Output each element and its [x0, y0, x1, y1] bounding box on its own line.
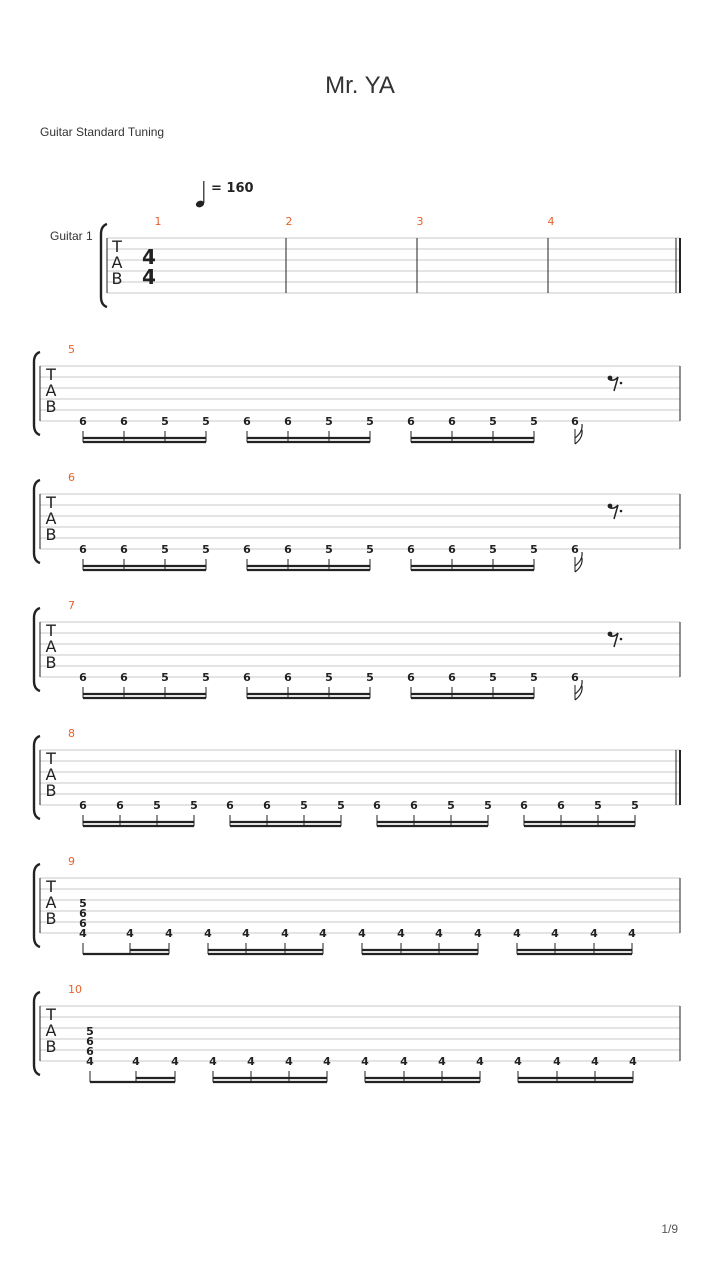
fret-number: 6 — [243, 415, 251, 428]
tab-clef-letter: B — [111, 269, 123, 288]
tab-clef-letter: T — [46, 749, 56, 768]
fret-number: 5 — [530, 543, 538, 556]
fret-number: 5 — [79, 897, 87, 910]
fret-number: 4 — [590, 927, 598, 940]
fret-number: 5 — [300, 799, 308, 812]
fret-number: 4 — [126, 927, 134, 940]
tab-clef-letter: A — [45, 381, 57, 400]
fret-number: 6 — [79, 415, 87, 428]
song-title: Mr. YA — [325, 72, 395, 99]
time-signature-numerator: 4 — [142, 245, 156, 269]
fret-number: 5 — [489, 543, 497, 556]
fret-number: 5 — [484, 799, 492, 812]
fret-number: 4 — [514, 1055, 522, 1068]
fret-number: 6 — [120, 543, 128, 556]
fret-number: 5 — [161, 671, 169, 684]
fret-number: 5 — [325, 415, 333, 428]
tab-system — [34, 599, 680, 700]
tab-clef-letter: B — [45, 1037, 57, 1056]
system-bracket — [34, 864, 40, 947]
eighth-rest-icon — [608, 632, 623, 647]
fret-number: 4 — [204, 927, 212, 940]
rest-dot — [620, 510, 623, 513]
fret-number: 4 — [165, 927, 173, 940]
fret-number: 5 — [594, 799, 602, 812]
fret-number: 4 — [79, 927, 87, 940]
fret-number: 5 — [447, 799, 455, 812]
measure-number: 7 — [68, 599, 75, 612]
fret-number: 5 — [202, 543, 210, 556]
fret-number: 4 — [361, 1055, 369, 1068]
measure-number: 8 — [68, 727, 75, 740]
fret-number: 5 — [366, 543, 374, 556]
system-bracket — [34, 992, 40, 1075]
fret-number: 5 — [153, 799, 161, 812]
fret-number: 6 — [407, 415, 415, 428]
tab-system — [34, 983, 680, 1082]
tab-clef-letter: T — [112, 237, 122, 256]
fret-number: 4 — [247, 1055, 255, 1068]
tab-clef-letter: B — [45, 653, 57, 672]
fret-number: 4 — [86, 1055, 94, 1068]
fret-number: 4 — [319, 927, 327, 940]
fret-number: 5 — [325, 671, 333, 684]
fret-number: 4 — [476, 1055, 484, 1068]
fret-number: 5 — [202, 415, 210, 428]
fret-number: 6 — [284, 543, 292, 556]
tab-clef-letter: A — [45, 893, 57, 912]
tab-clef-letter: A — [45, 765, 57, 784]
tab-system — [34, 727, 680, 826]
tab-clef-letter: B — [45, 781, 57, 800]
fret-number: 4 — [281, 927, 289, 940]
tab-system — [101, 215, 680, 307]
tab-clef-letter: T — [46, 493, 56, 512]
fret-number: 4 — [513, 927, 521, 940]
fret-number: 5 — [366, 415, 374, 428]
system-bracket — [34, 608, 40, 691]
fret-number: 5 — [161, 543, 169, 556]
fret-number: 5 — [190, 799, 198, 812]
fret-number: 5 — [489, 415, 497, 428]
fret-number: 4 — [132, 1055, 140, 1068]
fret-number: 5 — [530, 415, 538, 428]
fret-number: 6 — [120, 671, 128, 684]
measure-number: 3 — [416, 215, 424, 228]
fret-number: 4 — [438, 1055, 446, 1068]
tab-clef-letter: B — [45, 909, 57, 928]
page-number: 1/9 — [661, 1222, 678, 1236]
fret-number: 4 — [435, 927, 443, 940]
fret-number: 4 — [553, 1055, 561, 1068]
fret-number: 6 — [243, 671, 251, 684]
fret-number: 4 — [323, 1055, 331, 1068]
fret-number: 5 — [366, 671, 374, 684]
system-bracket — [34, 480, 40, 563]
fret-number: 6 — [120, 415, 128, 428]
eighth-rest-icon — [608, 504, 623, 519]
system-bracket — [34, 352, 40, 435]
tab-clef-letter: A — [45, 1021, 57, 1040]
fret-number: 6 — [448, 543, 456, 556]
fret-number: 4 — [629, 1055, 637, 1068]
fret-number: 6 — [116, 799, 124, 812]
tuning-label: Guitar Standard Tuning — [40, 125, 165, 139]
fret-number: 4 — [397, 927, 405, 940]
fret-number: 6 — [373, 799, 381, 812]
fret-number: 6 — [571, 671, 579, 684]
rest-dot — [620, 638, 623, 641]
fret-number: 6 — [284, 671, 292, 684]
fret-number: 6 — [448, 671, 456, 684]
fret-number: 5 — [202, 671, 210, 684]
fret-number: 5 — [489, 671, 497, 684]
fret-number: 4 — [171, 1055, 179, 1068]
tab-clef-letter: A — [45, 509, 57, 528]
fret-number: 6 — [86, 1045, 94, 1058]
fret-number: 4 — [591, 1055, 599, 1068]
tab-system — [34, 343, 680, 444]
fret-number: 6 — [79, 799, 87, 812]
fret-number: 6 — [79, 543, 87, 556]
fret-number: 6 — [226, 799, 234, 812]
tab-clef-letter: B — [45, 525, 57, 544]
tab-clef-letter: T — [46, 877, 56, 896]
fret-number: 6 — [263, 799, 271, 812]
fret-number: 6 — [243, 543, 251, 556]
measure-number: 10 — [68, 983, 82, 996]
tab-clef-letter: T — [46, 1005, 56, 1024]
fret-number: 6 — [79, 907, 87, 920]
time-signature-denominator: 4 — [142, 265, 156, 289]
fret-number: 5 — [161, 415, 169, 428]
fret-number: 6 — [79, 671, 87, 684]
fret-number: 6 — [571, 543, 579, 556]
tab-clef-letter: B — [45, 397, 57, 416]
tab-system — [34, 471, 680, 572]
fret-number: 5 — [337, 799, 345, 812]
fret-number: 4 — [551, 927, 559, 940]
fret-number: 6 — [407, 671, 415, 684]
fret-number: 6 — [520, 799, 528, 812]
track-name: Guitar 1 — [50, 229, 93, 243]
fret-number: 4 — [400, 1055, 408, 1068]
fret-number: 6 — [284, 415, 292, 428]
fret-number: 6 — [571, 415, 579, 428]
measure-number: 6 — [68, 471, 75, 484]
tempo-marking: = 160 — [211, 181, 254, 196]
system-bracket — [101, 224, 107, 307]
fret-number: 6 — [448, 415, 456, 428]
fret-number: 6 — [557, 799, 565, 812]
fret-number: 4 — [474, 927, 482, 940]
fret-number: 6 — [410, 799, 418, 812]
eighth-rest-icon — [608, 376, 623, 391]
measure-number: 5 — [68, 343, 75, 356]
fret-number: 4 — [628, 927, 636, 940]
tab-system — [34, 855, 680, 954]
system-bracket — [34, 736, 40, 819]
fret-number: 4 — [242, 927, 250, 940]
fret-number: 5 — [530, 671, 538, 684]
fret-number: 5 — [86, 1025, 94, 1038]
tab-clef-letter: A — [111, 253, 123, 272]
measure-number: 4 — [547, 215, 555, 228]
fret-number: 6 — [79, 917, 87, 930]
fret-number: 5 — [325, 543, 333, 556]
fret-number: 5 — [631, 799, 639, 812]
fret-number: 4 — [358, 927, 366, 940]
fret-number: 4 — [285, 1055, 293, 1068]
tab-clef-letter: T — [46, 365, 56, 384]
measure-number: 2 — [285, 215, 293, 228]
measure-number: 9 — [68, 855, 75, 868]
measure-number: 1 — [154, 215, 162, 228]
fret-number: 4 — [209, 1055, 217, 1068]
tab-clef-letter: A — [45, 637, 57, 656]
rest-dot — [620, 382, 623, 385]
fret-number: 6 — [407, 543, 415, 556]
tab-clef-letter: T — [46, 621, 56, 640]
fret-number: 6 — [86, 1035, 94, 1048]
